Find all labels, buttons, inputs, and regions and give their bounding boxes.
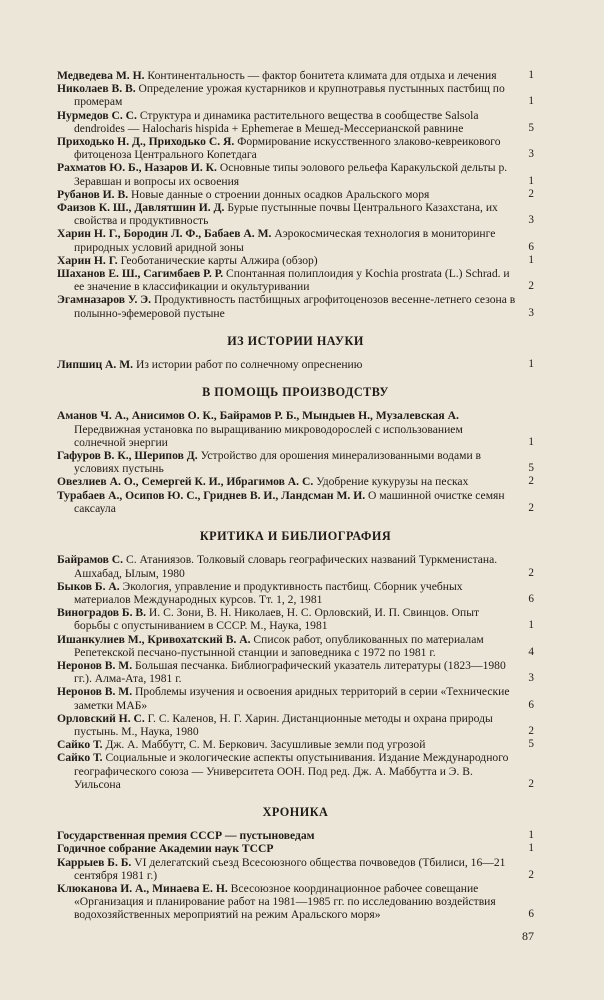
entry-page-number: 5 xyxy=(528,121,534,134)
entry-page-number: 1 xyxy=(528,619,534,632)
entry-author: Нурмедов С. С. xyxy=(57,108,137,122)
toc-entry xyxy=(57,829,534,842)
entry-author: Клюканова И. А., Минаева Е. Н. xyxy=(57,881,228,895)
section-heading: КРИТИКА И БИБЛИОГРАФИЯ xyxy=(199,529,392,544)
entry-author: Медведева М. Н. xyxy=(57,69,145,82)
entry-title: О машинной очистке семян саксаула xyxy=(74,488,505,515)
entry-author: Сайко Т. xyxy=(57,738,103,752)
entry-author: Байрамов С. xyxy=(57,553,124,567)
entry-page-number: 2 xyxy=(528,280,534,293)
entry-title: Передвижная установка по выращиванию микроводорослей с использованием солнечной энергии xyxy=(74,422,463,449)
entry-author: Гафуров В. К., Шерипов Д. xyxy=(57,449,198,463)
toc-entry xyxy=(57,82,534,108)
entry-page-number: 6 xyxy=(528,908,534,921)
section-heading: ИЗ ИСТОРИИ НАУКИ xyxy=(227,333,364,348)
entry-title: Структура и динамика растительного вещества в сообществе Salsola dendroides — Halocharis hispida + Ephemerae в Мешед-Мессерианской равнине xyxy=(74,108,479,135)
entry-page-number: 1 xyxy=(528,358,534,371)
toc-entry xyxy=(57,606,534,632)
entry-title: Экология, управление и продуктивность пастбищ. Сборник учебных материалов Международных курсов. Тт. 1, 2, 1981 xyxy=(74,579,463,606)
entry-title: И. С. Зони, В. Н. Николаев, Н. С. Орловский, И. П. Свинцов. Опыт борьбы с опустыниванием в СССР. М., Наука, 1981 xyxy=(74,606,480,633)
entry-page-number: 1 xyxy=(528,95,534,108)
entry-author: Липшиц А. М. xyxy=(57,358,134,372)
entry-page-number: 6 xyxy=(528,592,534,605)
section-heading: В ПОМОЩЬ ПРОИЗВОДСТВУ xyxy=(202,385,389,400)
entry-page-number: 3 xyxy=(528,306,534,319)
entry-title: Всесоюзное координационное рабочее совещание «Организация и планирование работ на 1981—1985 гг. по исследованию воздействия водохозяйственных мероприятий на режим Аральского моря» xyxy=(74,881,496,922)
entry-page-number: 3 xyxy=(528,148,534,161)
section-heading: ХРОНИКА xyxy=(262,804,329,819)
entry-page-number: 2 xyxy=(528,566,534,579)
entry-page-number: 1 xyxy=(528,435,534,448)
entry-author: Приходько Н. Д., Приходько С. Я. xyxy=(57,135,235,149)
toc-entry xyxy=(57,161,534,187)
entry-author: Шаханов Е. Ш., Сагимбаев Р. Р. xyxy=(57,267,224,281)
toc-entry xyxy=(57,751,534,791)
entry-title: Г. С. Каленов, Н. Г. Харин. Дистанционные методы и охрана природы пустынь. М., Наука, 1980 xyxy=(74,711,493,738)
entry-page-number: 4 xyxy=(528,645,534,658)
entry-title: Из истории работ по солнечному опреснению xyxy=(133,358,363,372)
entry-title: Спонтанная полиплоидия у Kochia prostrata (L.) Schrad. и ее значение в классификации и окультуривании xyxy=(74,267,510,294)
entry-title: Продуктивность пастбищных агрофитоценозов весенне-летнего сезона в полынно-эфемеровой пустыне xyxy=(74,293,516,320)
entry-author: Рубанов И. В. xyxy=(57,187,129,201)
entry-title: Дж. А. Маббутт, С. М. Беркович. Засушливые земли под угрозой xyxy=(102,738,426,752)
toc-entry xyxy=(57,882,534,922)
toc-section xyxy=(57,530,534,791)
entry-author: Эгамназаров У. Э. xyxy=(57,293,152,307)
entry-author: Аманов Ч. А., Анисимов О. К., Байрамов Р. Б., Мындыев Н., Музалевская А. xyxy=(57,409,459,423)
entry-page-number: 2 xyxy=(528,501,534,514)
entry-page-number: 2 xyxy=(528,777,534,790)
toc-entry xyxy=(57,201,534,227)
entry-author: Овезлиев А. О., Семергей К. И., Ибрагимов А. С. xyxy=(57,475,314,489)
entry-author: Виноградов Б. В. xyxy=(57,606,147,620)
toc-entry xyxy=(57,227,534,253)
toc-section xyxy=(57,335,534,371)
entry-page-number: 1 xyxy=(528,842,534,855)
entry-title: Бурые пустынные почвы Центрального Казахстана, их свойства и продуктивность xyxy=(74,201,498,228)
entry-page-number: 6 xyxy=(528,240,534,253)
toc-entry xyxy=(57,69,534,82)
toc-entry xyxy=(57,188,534,201)
toc-entry xyxy=(57,633,534,659)
toc-entry xyxy=(57,842,534,855)
entry-title: Большая песчанка. Библиографический указатель литературы (1823—1980 гг.). Алма-Ата, 1981 г. xyxy=(74,658,506,686)
entry-title: С. Атаниязов. Толковый словарь географических названий Туркменистана. Ашхабад, Ылым, 1980 xyxy=(74,553,498,580)
toc-section xyxy=(57,69,534,320)
entry-title: Геоботанические карты Алжира (обзор) xyxy=(117,253,318,267)
page-number: 87 xyxy=(522,929,534,943)
entry-title: Социальные и экологические аспекты опустынивания. Издание Международного географического союза — Университета ООН. Под ред. Дж. А. Маббутта и Э. В. Уильсона xyxy=(74,751,509,791)
entry-page-number: 5 xyxy=(528,738,534,751)
entry-author: Сайко Т. xyxy=(57,751,103,765)
entry-title: Удобрение кукурузы на песках xyxy=(313,475,469,489)
entry-page-number: 1 xyxy=(528,829,534,842)
entry-title: Устройство для орошения минерализованными водами в условиях пустынь xyxy=(74,449,482,476)
toc-entry xyxy=(57,254,534,267)
toc-entry xyxy=(57,109,534,135)
entry-page-number: 6 xyxy=(528,698,534,711)
entry-author: Николаев В. В. xyxy=(57,82,136,96)
toc-entry xyxy=(57,553,534,579)
entry-author: Неронов В. М. xyxy=(57,658,133,672)
entry-author: Каррыев Б. Б. xyxy=(57,855,132,869)
entry-author: Харин Н. Г., Бородин Л. Ф., Бабаев А. М. xyxy=(57,227,272,241)
toc-entry xyxy=(57,409,534,449)
entry-page-number: 2 xyxy=(528,868,534,881)
toc-entry xyxy=(57,685,534,711)
table-of-contents xyxy=(57,69,534,922)
entry-title: Континентальность — фактор бонитета климата для отдыха и лечения xyxy=(144,69,497,82)
entry-author: Орловский Н. С. xyxy=(57,711,145,725)
entry-title: Аэрокосмическая технология в мониторинге природных условий аридной зоны xyxy=(74,227,496,254)
toc-entry xyxy=(57,659,534,685)
entry-author: Харин Н. Г. xyxy=(57,253,118,267)
entry-author: Рахматов Ю. Б., Назаров И. К. xyxy=(57,161,217,175)
entry-page-number: 1 xyxy=(528,174,534,187)
entry-page-number: 2 xyxy=(528,475,534,488)
entry-title: Основные типы эолового рельефа Каракульской дельты р. Зеравшан и вопросы их освоения xyxy=(74,161,508,188)
entry-page-number: 1 xyxy=(528,253,534,266)
entry-author: Государственная премия СССР — пустыноведам xyxy=(57,829,315,843)
entry-page-number: 3 xyxy=(528,672,534,685)
toc-entry xyxy=(57,449,534,475)
toc-entry xyxy=(57,358,534,371)
toc-entry xyxy=(57,293,534,319)
toc-entry xyxy=(57,580,534,606)
entry-page-number: 1 xyxy=(528,69,534,81)
entry-title: Проблемы изучения и освоения аридных территорий в серии «Технические заметки МАБ» xyxy=(74,685,510,712)
toc-section xyxy=(57,386,534,515)
toc-entry xyxy=(57,267,534,293)
toc-section xyxy=(57,806,534,922)
entry-author: Турабаев А., Осипов Ю. С., Гриднев В. И., Ландсман М. И. xyxy=(57,488,366,502)
entry-author: Быков Б. А. xyxy=(57,579,120,593)
entry-title: Новые данные о строении донных осадков Аральского моря xyxy=(128,187,430,201)
entry-title: Определение урожая кустарников и крупнотравья пустынных пастбищ по промерам xyxy=(74,82,505,109)
toc-entry xyxy=(57,135,534,161)
toc-entry xyxy=(57,712,534,738)
entry-title: VI делегатский съезд Всесоюзного общества почвоведов (Тбилиси, 16—21 сентября 1981 г.) xyxy=(74,855,506,882)
entry-page-number: 2 xyxy=(528,724,534,737)
entry-page-number: 2 xyxy=(528,187,534,200)
entry-title: Формирование искусственного злаково-кевреикового фитоценоза Центрального Копетдага xyxy=(74,135,501,162)
entry-author: Фаизов К. Ш., Давлятшин И. Д. xyxy=(57,201,225,215)
entry-title: Список работ, опубликованных по материалам Репетекской песчано-пустынной станции и заповедника с 1972 по 1981 г. xyxy=(74,632,484,659)
toc-entry xyxy=(57,738,534,751)
toc-entry xyxy=(57,856,534,882)
toc-entry xyxy=(57,475,534,488)
entry-author: Неронов В. М. xyxy=(57,685,133,699)
entry-page-number: 5 xyxy=(528,462,534,475)
toc-entry xyxy=(57,489,534,515)
entry-author: Ишанкулиев М., Кривохатский В. А. xyxy=(57,632,251,646)
entry-author: Годичное собрание Академии наук ТССР xyxy=(57,842,274,856)
entry-page-number: 3 xyxy=(528,214,534,227)
